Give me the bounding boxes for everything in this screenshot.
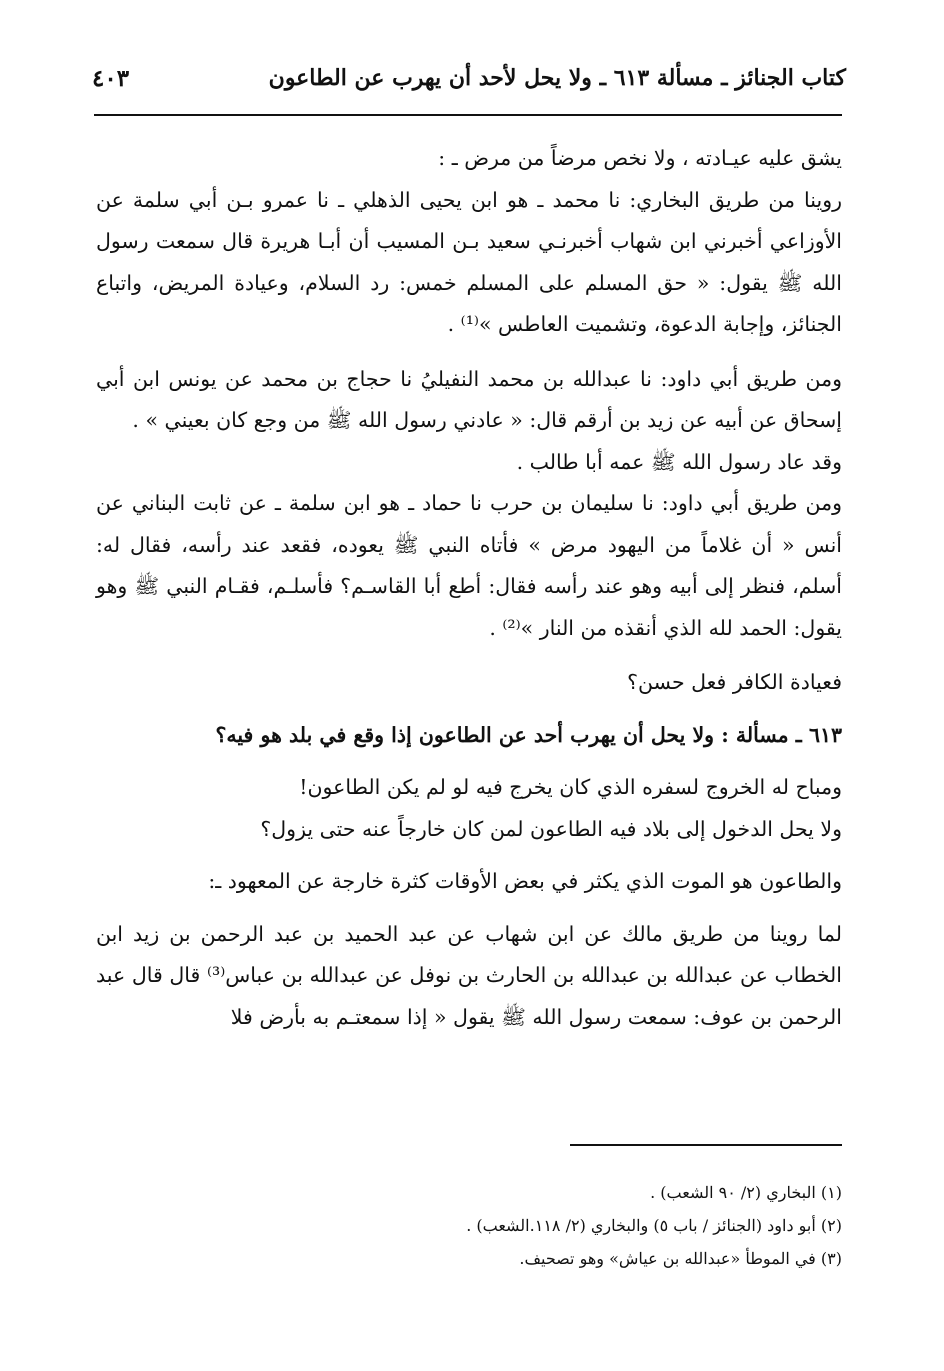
running-title: كتاب الجنائز ـ مسألة ٦١٣ ـ ولا يحل لأحد أن يهرب عن الطاعون [268,65,846,91]
paragraph: ولا يحل الدخول إلى بلاد فيه الطاعون لمن كان خارجاً عنه حتى يزول؟ [260,816,842,841]
main-text [96,138,842,1038]
paragraph: والطاعون هو الموت الذي يكثر في بعض الأوقات كثرة خارجة عن المعهود ـ: [208,869,842,893]
footnote: (٣) في الموطأ «عبدالله بن عياش» وهو تصحيف. [519,1249,842,1268]
paragraph: لما روينا من طريق مالك عن ابن شهاب عن عبد الحميد بن عبد الرحمن بن زيد ابن الخطاب عن عبدالله بن عبدالله بن الحارث بن نوفل عن عبدالله بن عباس⁽³⁾ قال قال عبد الرحمن بن عوف: سمعت رسول الله ﷺ يقول « إذا سمعتـم به بأرض فلا [96,921,842,1029]
footnotes [96,1176,842,1275]
paragraph: وقد عاد رسول الله ﷺ عمه أبا طالب . [516,449,842,474]
paragraph: ومن طريق أبي داود: نا سليمان بن حرب نا حماد ـ هو ابن سلمة ـ عن ثابت البناني عن أنس « أن غلاماً من اليهود مرض » فأتاه النبي ﷺ يعوده، فقعد عند رأسه، فقال له: أسلم، فنظر إلى أبيه وهو عند رأسه فقال: أطع أبا القاسـم؟ فأسلـم، فقـام النبي ﷺ وهو يقول: الحمد لله الذي أنقذه من النار »⁽²⁾ . [96,491,842,640]
footnote-divider [570,1144,842,1146]
page-header [92,58,846,98]
page-number: ٤٠٣ [92,64,130,92]
paragraph: ومن طريق أبي داود: نا عبدالله بن محمد النفيليُ نا حجاج بن محمد عن يونس ابن أبي إسحاق عن أبيه عن زيد بن أرقم قال: « عادني رسول الله ﷺ من وجع كان بعيني » . [96,366,842,432]
paragraph: يشق عليه عيـادته ، ولا نخص مرضاً من مرض ـ : [438,146,842,170]
footnote: (٢) أبو داود (الجنائز / باب ٥) والبخاري (٢/ ١١٨.الشعب) . [466,1216,842,1235]
paragraph: روينا من طريق البخاري: نا محمد ـ هو ابن يحيى الذهلي ـ نا عمرو بـن أبي سلمة عن الأوزاعي أخبرني ابن شهاب أخبرنـي سعيد بـن المسيب أن أبـا هريرة قال سمعت رسول الله ﷺ يقول: « حق المسلم على المسلم خمس: رد السلام، وعيادة المريض، واتباع الجنائز، وإجابة الدعوة، وتشميت العاطس »⁽¹⁾ . [96,187,842,336]
footnote: (١) البخاري (٢/ ٩٠ الشعب) . [650,1183,842,1202]
header-divider [94,114,842,116]
issue-heading: ٦١٣ ـ مسألة : ولا يحل أن يهرب أحد عن الطاعون إذا وقع في بلد هو فيه؟ [215,722,842,747]
paragraph: فعيادة الكافر فعل حسن؟ [627,670,842,694]
paragraph: ومباح له الخروج لسفره الذي كان يخرج فيه لو لم يكن الطاعون! [299,775,842,799]
